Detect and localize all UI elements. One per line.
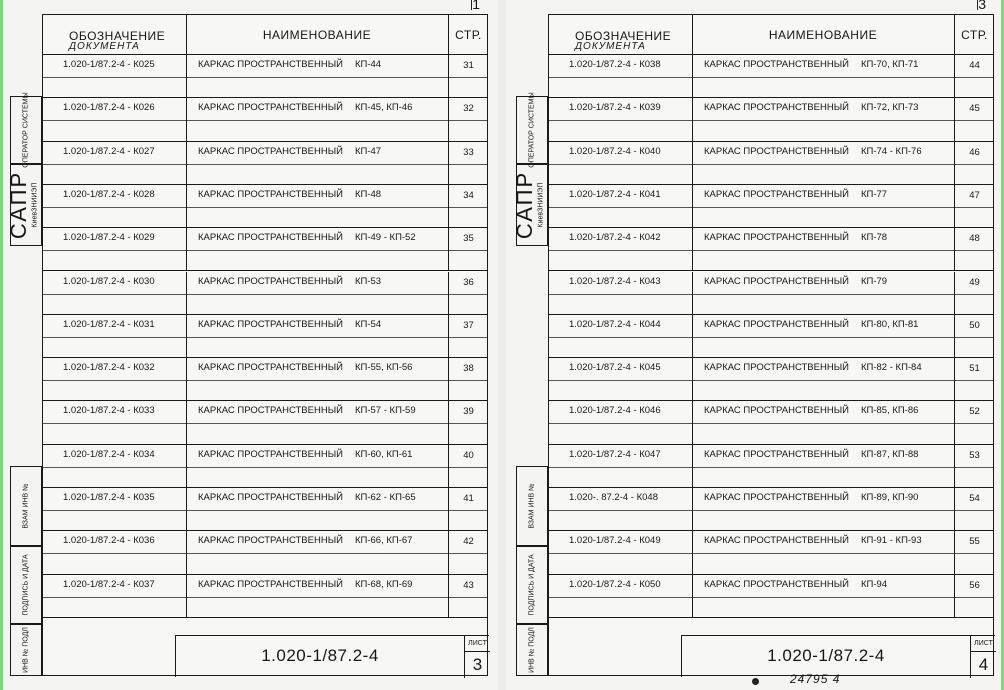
doc-code: 1.020-1/87.2-4 - К045: [569, 362, 661, 374]
doc-name: КАРКАС ПРОСТРАНСТВЕННЫЙ: [704, 362, 849, 374]
doc-page: 51: [969, 363, 980, 375]
doc-mark: КП-44: [355, 59, 382, 70]
col-divider: [692, 575, 693, 618]
col-divider: [692, 445, 693, 488]
doc-code: 1.020-1/87.2-4 - К043: [569, 275, 661, 287]
header-designation: [549, 15, 693, 54]
col-divider: [186, 315, 187, 358]
table-row: [549, 142, 993, 185]
table-row: [43, 575, 487, 618]
table-row: [549, 228, 993, 271]
stamp-code: 1.020-1/87.2-4: [767, 646, 885, 665]
col-divider: [186, 142, 187, 185]
doc-code: 1.020-1/87.2-4 - К025: [63, 59, 155, 70]
row-divider: [549, 77, 993, 78]
doc-page: 52: [969, 406, 980, 418]
doc-page: 46: [969, 146, 980, 158]
doc-mark: КП-74 - КП-76: [861, 145, 922, 157]
doc-code: 1.020-1/87.2-4 - К028: [63, 188, 155, 200]
doc-page: 40: [463, 449, 474, 461]
table-row: [549, 185, 993, 228]
document-frame: [548, 14, 994, 676]
doc-name: КАРКАС ПРОСТРАНСТВЕННЫЙ: [704, 578, 849, 590]
vzam-label: ВЗАМ ИНВ №: [528, 483, 536, 529]
punch-dot: [752, 678, 759, 685]
doc-name: КАРКАС ПРОСТРАНСТВЕННЫЙ: [704, 145, 849, 157]
table-row: [43, 445, 487, 488]
row-divider: [549, 510, 993, 511]
doc-mark: КП-77: [861, 188, 888, 200]
doc-code: 1.020-1/87.2-4 - К033: [63, 405, 155, 417]
institute-label: КиевЗНИИЭП: [537, 182, 545, 228]
doc-code: 1.020-1/87.2-4 - К038: [569, 59, 661, 70]
row-divider: [549, 597, 993, 598]
doc-mark: КП-85, КП-86: [861, 405, 919, 417]
doc-name: КАРКАС ПРОСТРАНСТВЕННЫЙ: [704, 275, 849, 287]
table-row: [43, 401, 487, 444]
header-name: НАИМЕНОВАНИЕ: [186, 15, 449, 54]
doc-code: 1.020-1/87.2-4 - К040: [569, 145, 661, 157]
table-row: [549, 531, 993, 574]
doc-name: КАРКАС ПРОСТРАНСТВЕННЫЙ: [198, 59, 343, 70]
doc-code: 1.020-1/87.2-4 - К049: [569, 535, 661, 547]
doc-mark: КП-48: [355, 188, 382, 200]
doc-page: 55: [969, 536, 980, 548]
col-divider: [692, 358, 693, 401]
doc-name: КАРКАС ПРОСТРАНСТВЕННЫЙ: [198, 145, 343, 157]
row-divider: [549, 207, 993, 208]
row-divider: [549, 164, 993, 165]
table-row: [549, 272, 993, 315]
row-divider: [43, 423, 487, 424]
doc-page: 35: [463, 233, 474, 245]
doc-code: 1.020-1/87.2-4 - К047: [569, 448, 661, 460]
doc-mark: КП-60, КП-61: [355, 448, 413, 460]
fold-marker: [0, 0, 498, 14]
sapr-box: [512, 164, 548, 246]
doc-mark: КП-72, КП-73: [861, 102, 919, 114]
title-stamp: [175, 635, 489, 677]
doc-name: КАРКАС ПРОСТРАНСТВЕННЫЙ: [198, 232, 343, 244]
col-divider: [692, 488, 693, 531]
doc-name: КАРКАС ПРОСТРАНСТВЕННЫЙ: [704, 492, 849, 503]
doc-mark: КП-70, КП-71: [861, 59, 919, 70]
doc-mark: КП-66, КП-67: [355, 535, 413, 547]
doc-page: 37: [463, 319, 474, 331]
doc-page: 53: [969, 449, 980, 461]
col-divider: [186, 488, 187, 531]
vzam-box: [516, 466, 548, 546]
doc-code: 1.020-1/87.2-4 - К037: [63, 578, 155, 590]
doc-code: 1.020-1/87.2-4 - К044: [569, 318, 661, 330]
row-divider: [43, 250, 487, 251]
table-row: [43, 98, 487, 141]
doc-mark: КП-54: [355, 318, 382, 330]
doc-mark: КП-79: [861, 275, 888, 287]
col-divider: [186, 185, 187, 228]
doc-name: КАРКАС ПРОСТРАНСТВЕННЫЙ: [704, 535, 849, 547]
table-row: [43, 55, 487, 98]
doc-code: 1.020-1/87.2-4 - К046: [569, 405, 661, 417]
doc-name: КАРКАС ПРОСТРАНСТВЕННЫЙ: [198, 535, 343, 547]
podpis-box: [10, 546, 42, 624]
header-designation-label: ОБОЗНАЧЕНИЕ: [69, 29, 166, 43]
doc-code: 1.020-1/87.2-4 - К032: [63, 362, 155, 374]
table-header: [549, 15, 993, 55]
row-divider: [43, 380, 487, 381]
row-divider: [549, 250, 993, 251]
doc-mark: КП-68, КП-69: [355, 578, 413, 590]
row-divider: [43, 207, 487, 208]
doc-page: 39: [463, 406, 474, 418]
doc-code: 1.020-1/87.2-4 - К026: [63, 102, 155, 114]
podpis-box: [516, 546, 548, 624]
col-divider: [692, 531, 693, 574]
col-divider: [186, 445, 187, 488]
inv-box: [10, 624, 42, 676]
sheet-right: [506, 0, 1004, 690]
doc-mark: КП-91 - КП-93: [861, 535, 922, 547]
col-divider: [692, 98, 693, 141]
doc-mark: КП-47: [355, 145, 382, 157]
table-row: [43, 185, 487, 228]
table-row: [549, 315, 993, 358]
doc-mark: КП-45, КП-46: [355, 102, 413, 114]
sheet-label: ЛИСТ: [970, 636, 996, 652]
doc-name: КАРКАС ПРОСТРАНСТВЕННЫЙ: [704, 232, 849, 244]
inv-label: ИНВ № ПОДЛ: [22, 627, 30, 673]
row-divider: [43, 120, 487, 121]
header-designation-hand: ДОКУМЕНТА: [575, 41, 646, 52]
doc-page: 47: [969, 189, 980, 201]
doc-mark: КП-94: [861, 578, 888, 590]
doc-page: 50: [969, 319, 980, 331]
col-divider: [186, 401, 187, 444]
table-row: [43, 142, 487, 185]
header-designation: [43, 15, 187, 54]
doc-name: КАРКАС ПРОСТРАНСТВЕННЫЙ: [198, 188, 343, 200]
doc-name: КАРКАС ПРОСТРАНСТВЕННЫЙ: [198, 492, 343, 503]
table-row: [549, 401, 993, 444]
side-stamp-column: [6, 14, 42, 676]
row-divider: [43, 510, 487, 511]
table-row: [549, 575, 993, 618]
table-row: [43, 488, 487, 531]
doc-name: КАРКАС ПРОСТРАНСТВЕННЫЙ: [704, 188, 849, 200]
col-divider: [186, 531, 187, 574]
col-divider: [692, 401, 693, 444]
col-divider: [692, 142, 693, 185]
col-divider: [186, 358, 187, 401]
page-gap: [498, 0, 506, 690]
doc-code: 1.020-1/87.2-4 - К039: [569, 102, 661, 114]
sapr-label: САПР: [512, 170, 538, 240]
sheet-number: 3: [464, 652, 490, 678]
header-designation-label: ОБОЗНАЧЕНИЕ: [575, 29, 672, 43]
doc-code: 1.020-1/87.2-4 - К050: [569, 578, 661, 590]
sapr-box: [6, 164, 42, 246]
doc-name: КАРКАС ПРОСТРАНСТВЕННЫЙ: [198, 102, 343, 114]
archive-note: 24795 4: [790, 672, 841, 686]
doc-page: 42: [463, 536, 474, 548]
col-divider: [186, 575, 187, 618]
doc-code: 1.020-1/87.2-4 - К027: [63, 145, 155, 157]
institute-label: КиевЗНИИЭП: [31, 182, 39, 228]
inv-label: ИНВ № ПОДЛ: [528, 627, 536, 673]
col-divider: [692, 228, 693, 271]
table-row: [549, 98, 993, 141]
doc-page: 43: [463, 579, 474, 591]
doc-name: КАРКАС ПРОСТРАНСТВЕННЫЙ: [198, 275, 343, 287]
doc-mark: КП-57 - КП-59: [355, 405, 416, 417]
doc-page: 56: [969, 579, 980, 591]
operator-label: ОПЕРАТОР СИСТЕМЫ: [528, 92, 536, 168]
doc-code: 1.020-1/87.2-4 - К029: [63, 232, 155, 244]
doc-mark: КП-89, КП-90: [861, 492, 919, 503]
row-divider: [549, 467, 993, 468]
vzam-box: [10, 466, 42, 546]
document-frame: [42, 14, 488, 676]
row-divider: [549, 337, 993, 338]
doc-mark: КП-78: [861, 232, 888, 244]
doc-code: 1.020-1/87.2-4 - К042: [569, 232, 661, 244]
doc-mark: КП-80, КП-81: [861, 318, 919, 330]
doc-name: КАРКАС ПРОСТРАНСТВЕННЫЙ: [704, 59, 849, 70]
row-border: [549, 617, 993, 618]
sapr-label: САПР: [6, 170, 32, 240]
sheet-number: 4: [970, 652, 996, 678]
doc-page: 45: [969, 103, 980, 115]
row-divider: [43, 164, 487, 165]
doc-code: 1.020-1/87.2-4 - К034: [63, 448, 155, 460]
table-row: [43, 272, 487, 315]
table-header: [43, 15, 487, 55]
stamp-code: 1.020-1/87.2-4: [261, 646, 379, 665]
operator-label: ОПЕРАТОР СИСТЕМЫ: [22, 92, 30, 168]
header-designation-hand: ДОКУМЕНТА: [69, 41, 140, 52]
doc-code: 1.020-1/87.2-4 - К031: [63, 318, 155, 330]
sheet-label: ЛИСТ: [464, 636, 490, 652]
table-row: [43, 531, 487, 574]
table-row: [43, 315, 487, 358]
row-divider: [549, 553, 993, 554]
operator-box: [10, 92, 42, 168]
doc-page: 41: [463, 493, 474, 504]
doc-page: 32: [463, 103, 474, 115]
col-divider: [692, 55, 693, 98]
fold-mark: 1: [472, 0, 480, 12]
fold-marker: [506, 0, 1004, 14]
header-page: СТР.: [961, 28, 988, 42]
row-divider: [43, 294, 487, 295]
doc-name: КАРКАС ПРОСТРАНСТВЕННЫЙ: [198, 578, 343, 590]
table-row: [549, 55, 993, 98]
doc-page: 38: [463, 363, 474, 375]
doc-name: КАРКАС ПРОСТРАНСТВЕННЫЙ: [704, 102, 849, 114]
inv-box: [516, 624, 548, 676]
doc-name: КАРКАС ПРОСТРАНСТВЕННЫЙ: [198, 448, 343, 460]
row-divider: [549, 120, 993, 121]
doc-name: КАРКАС ПРОСТРАНСТВЕННЫЙ: [198, 405, 343, 417]
row-divider: [43, 597, 487, 598]
side-stamp-column: [512, 14, 548, 676]
doc-page: 33: [463, 146, 474, 158]
table-row: [549, 488, 993, 531]
col-divider: [692, 185, 693, 228]
doc-mark: КП-53: [355, 275, 382, 287]
doc-mark: КП-55, КП-56: [355, 362, 413, 374]
doc-page: 54: [969, 493, 980, 504]
doc-name: КАРКАС ПРОСТРАНСТВЕННЫЙ: [704, 405, 849, 417]
doc-code: 1.020-1/87.2-4 - К035: [63, 492, 155, 503]
col-divider: [692, 315, 693, 358]
row-divider: [549, 294, 993, 295]
row-border: [43, 617, 487, 618]
podpis-label: ПОДПИСЬ И ДАТА: [528, 554, 536, 616]
doc-page: 44: [969, 60, 980, 71]
col-divider: [186, 55, 187, 98]
sheet-left: [0, 0, 498, 690]
doc-page: 31: [463, 60, 474, 71]
row-divider: [43, 77, 487, 78]
doc-mark: КП-62 - КП-65: [355, 492, 416, 503]
doc-code: 1.020-. 87.2-4 - К048: [569, 492, 658, 503]
operator-box: [516, 92, 548, 168]
table-row: [549, 445, 993, 488]
doc-page: 36: [463, 276, 474, 288]
row-divider: [549, 423, 993, 424]
row-divider: [43, 553, 487, 554]
table-row: [549, 358, 993, 401]
doc-code: 1.020-1/87.2-4 - К036: [63, 535, 155, 547]
vzam-label: ВЗАМ ИНВ №: [22, 483, 30, 529]
table-row: [43, 228, 487, 271]
doc-page: 34: [463, 189, 474, 201]
col-divider: [186, 272, 187, 315]
row-divider: [43, 467, 487, 468]
fold-mark: 3: [978, 0, 986, 12]
doc-mark: КП-82 - КП-84: [861, 362, 922, 374]
doc-code: 1.020-1/87.2-4 - К030: [63, 275, 155, 287]
doc-name: КАРКАС ПРОСТРАНСТВЕННЫЙ: [704, 448, 849, 460]
doc-code: 1.020-1/87.2-4 - К041: [569, 188, 661, 200]
podpis-label: ПОДПИСЬ И ДАТА: [22, 554, 30, 616]
col-divider: [186, 98, 187, 141]
doc-mark: КП-49 - КП-52: [355, 232, 416, 244]
doc-page: 49: [969, 276, 980, 288]
row-divider: [549, 380, 993, 381]
title-stamp: [681, 635, 995, 677]
doc-page: 48: [969, 233, 980, 245]
header-page: СТР.: [455, 28, 482, 42]
header-name: НАИМЕНОВАНИЕ: [692, 15, 955, 54]
col-divider: [692, 272, 693, 315]
col-divider: [186, 228, 187, 271]
doc-name: КАРКАС ПРОСТРАНСТВЕННЫЙ: [198, 362, 343, 374]
table-row: [43, 358, 487, 401]
doc-mark: КП-87, КП-88: [861, 448, 919, 460]
doc-name: КАРКАС ПРОСТРАНСТВЕННЫЙ: [704, 318, 849, 330]
row-divider: [43, 337, 487, 338]
doc-name: КАРКАС ПРОСТРАНСТВЕННЫЙ: [198, 318, 343, 330]
